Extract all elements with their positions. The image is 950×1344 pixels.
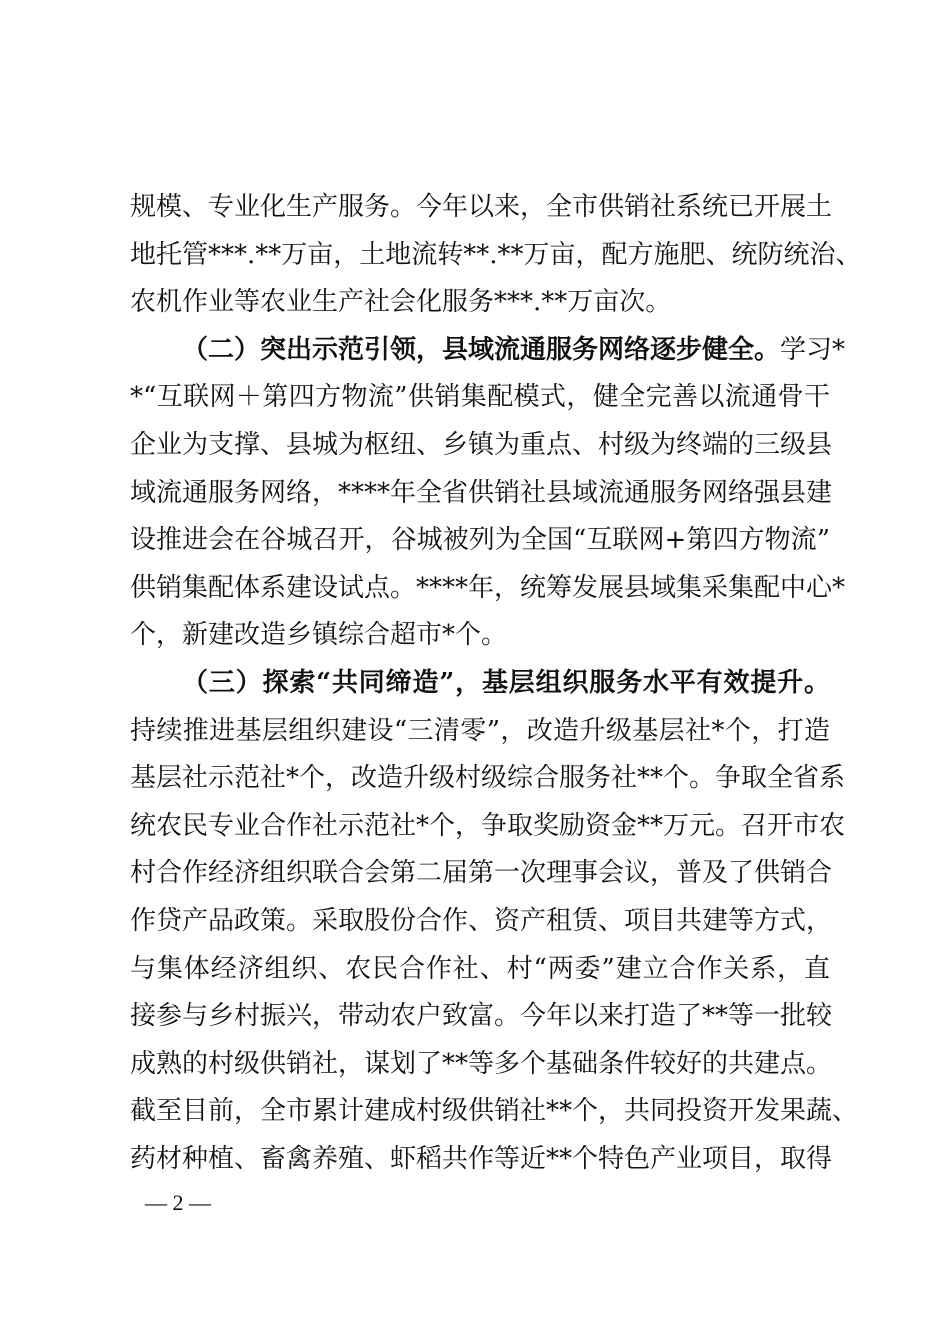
paragraph-1-line-2: 地托管***.**万亩，土地流转**.**万亩，配方施肥、统防统治、 bbox=[130, 240, 862, 270]
paragraph-2-line-6: 供销集配体系建设试点。****年，统筹发展县域集采集配中心* bbox=[130, 573, 846, 603]
paragraph-3-line-5: 作贷产品政策。采取股份合作、资产租赁、项目共建等方式， bbox=[130, 906, 833, 936]
paragraph-2-line-5: 设推进会在谷城召开，谷城被列为全国“互联网+第四方物流” bbox=[130, 525, 830, 555]
paragraph-2-line-4: 域流通服务网络，****年全省供销社县域流通服务网络强县建 bbox=[130, 478, 833, 508]
section-2-heading: （二）突出示范引领，县域流通服务网络逐步健全。 bbox=[182, 335, 781, 365]
paragraph-3-line-10: 药材种植、畜禽养殖、虾稻共作等近**个特色产业项目，取得 bbox=[130, 1144, 833, 1174]
paragraph-3-line-8: 成熟的村级供销社，谋划了**等多个基础条件较好的共建点。 bbox=[130, 1049, 833, 1079]
paragraph-2-line-3: 企业为支撑、县城为枢纽、乡镇为重点、村级为终端的三级县 bbox=[130, 430, 833, 460]
paragraph-2-line-1 bbox=[182, 332, 846, 368]
paragraph-3-line-4: 村合作经济组织联合会第二届第一次理事会议，普及了供销合 bbox=[130, 858, 833, 888]
paragraph-2-line-1-rest: 学习* bbox=[780, 335, 846, 365]
paragraph-2-line-2: *“互联网＋第四方物流”供销集配模式，健全完善以流通骨干 bbox=[130, 382, 830, 412]
paragraph-1-line-1: 规模、专业化生产服务。今年以来，全市供销社系统已开展土 bbox=[130, 192, 833, 222]
page-number: — 2 — bbox=[145, 1190, 211, 1215]
paragraph-3-line-1: 持续推进基层组织建设“三清零”，改造升级基层社*个，打造 bbox=[130, 716, 830, 746]
paragraph-2-line-7: 个，新建改造乡镇综合超市*个。 bbox=[130, 620, 508, 650]
paragraph-3-line-2: 基层社示范社*个，改造升级村级综合服务社**个。争取全省系 bbox=[130, 763, 846, 793]
paragraph-1-line-3: 农机作业等农业生产社会化服务***.**万亩次。 bbox=[130, 287, 672, 317]
paragraph-3-line-9: 截至目前，全市累计建成村级供销社**个，共同投资开发果蔬、 bbox=[130, 1096, 859, 1126]
paragraph-3-line-7: 接参与乡村振兴，带动农户致富。今年以来打造了**等一批较 bbox=[130, 1001, 833, 1031]
paragraph-3-line-3: 统农民专业合作社示范社*个，争取奖励资金**万元。召开市农 bbox=[130, 811, 846, 841]
section-3-heading: （三）探索“共同缔造”，基层组织服务水平有效提升。 bbox=[182, 668, 830, 698]
paragraph-3-line-6: 与集体经济组织、农民合作社、村“两委”建立合作关系，直 bbox=[130, 954, 830, 984]
